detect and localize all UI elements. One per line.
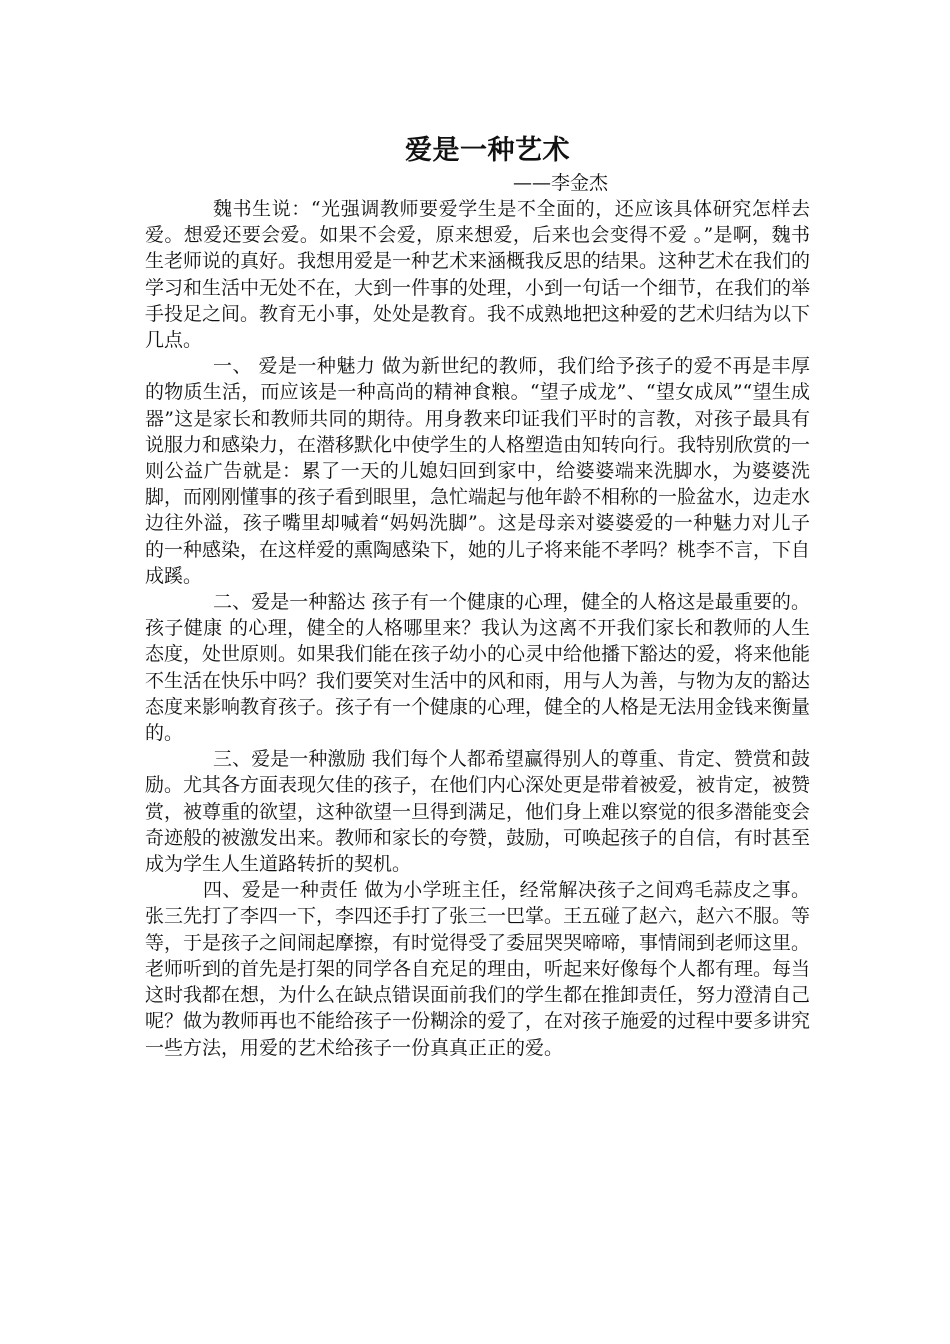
paragraph-intro: 魏书生说：“光强调教师要爱学生是不全面的，还应该具体研究怎样去爱。想爱还要会爱。如果不会爱，原来想爱，后来也会变得不爱 。”是啊，魏书生老师说的真好。我想用爱是一种艺术来涵概我反思的结果。这种艺术在我们的学习和生活中无处不在，大到一件事的处理，小到一句话一个细节，在我们的举手投足之间。教育无小事，处处是教育。我不成熟地把这种爱的艺术归结为以下几点。	[145, 198, 811, 352]
paragraph-charm: 一、 爱是一种魅力 做为新世纪的教师，我们给予孩子的爱不再是丰厚的物质生活，而应该是一种高尚的精神食粮。“望子成龙”、“望女成凤”“望生成器”这是家长和教师共同的期待。用身教来印证我们平时的言教，对孩子最具有说服力和感染力，在潜移默化中使学生的人格塑造由知转向行。我特别欣赏的一则公益广告就是：累了一天的儿媳妇回到家中，给婆婆端来洗脚水，为婆婆洗脚，而刚刚懂事的孩子看到眼里，急忙端起与他年龄不相称的一脸盆水，边走水边往外溢，孩子嘴里却喊着“妈妈洗脚”。这是母亲对婆婆爱的一种魅力对儿子的一种感染，在这样爱的熏陶感染下，她的儿子将来能不孝吗？桃李不言，下自成蹊。	[145, 355, 811, 587]
paragraph-encouragement: 三、爱是一种激励 我们每个人都希望赢得别人的尊重、肯定、赞赏和鼓励。尤其各方面表现欠佳的孩子，在他们内心深处更是带着被爱，被肯定，被赞赏，被尊重的欲望，这种欲望一旦得到满足，他们身上难以察觉的很多潜能变会奇迹般的被激发出来。教师和家长的夸赞，鼓励，可唤起孩子的自信，有时甚至成为学生人生道路转折的契机。	[145, 748, 811, 876]
document-page	[145, 132, 810, 1061]
document-author: ——李金杰	[513, 172, 609, 194]
paragraph-responsibility: 四、爱是一种责任 做为小学班主任，经常解决孩子之间鸡毛蒜皮之事。张三先打了李四一下，李四还手打了张三一巴掌。王五碰了赵六，赵六不服。等等，于是孩子之间闹起摩擦，有时觉得受了委屈哭哭啼啼，事情闹到老师这里。老师听到的首先是打架的同学各自充足的理由，听起来好像每个人都有理。每当这时我都在想，为什么在缺点错误面前我们的学生都在推卸责任，努力澄清自己呢？做为教师再也不能给孩子一份糊涂的爱了，在对孩子施爱的过程中要多讲究一些方法，用爱的艺术给孩子一份真真正正的爱。	[145, 879, 811, 1059]
document-title: 爱是一种艺术	[405, 135, 570, 166]
paragraph-openness: 二、爱是一种豁达 孩子有一个健康的心理，健全的人格这是最重要的。孩子健康 的心理，健全的人格哪里来？我认为这离不开我们家长和教师的人生态度，处世原则。如果我们能在孩子幼小的心灵中给他播下豁达的爱，将来他能不生活在快乐中吗？我们要笑对生活中的风和雨，用与人为善，与物为友的豁达态度来影响教育孩子。孩子有一个健康的心理，健全的人格是无法用金钱来衡量的。	[145, 591, 811, 745]
